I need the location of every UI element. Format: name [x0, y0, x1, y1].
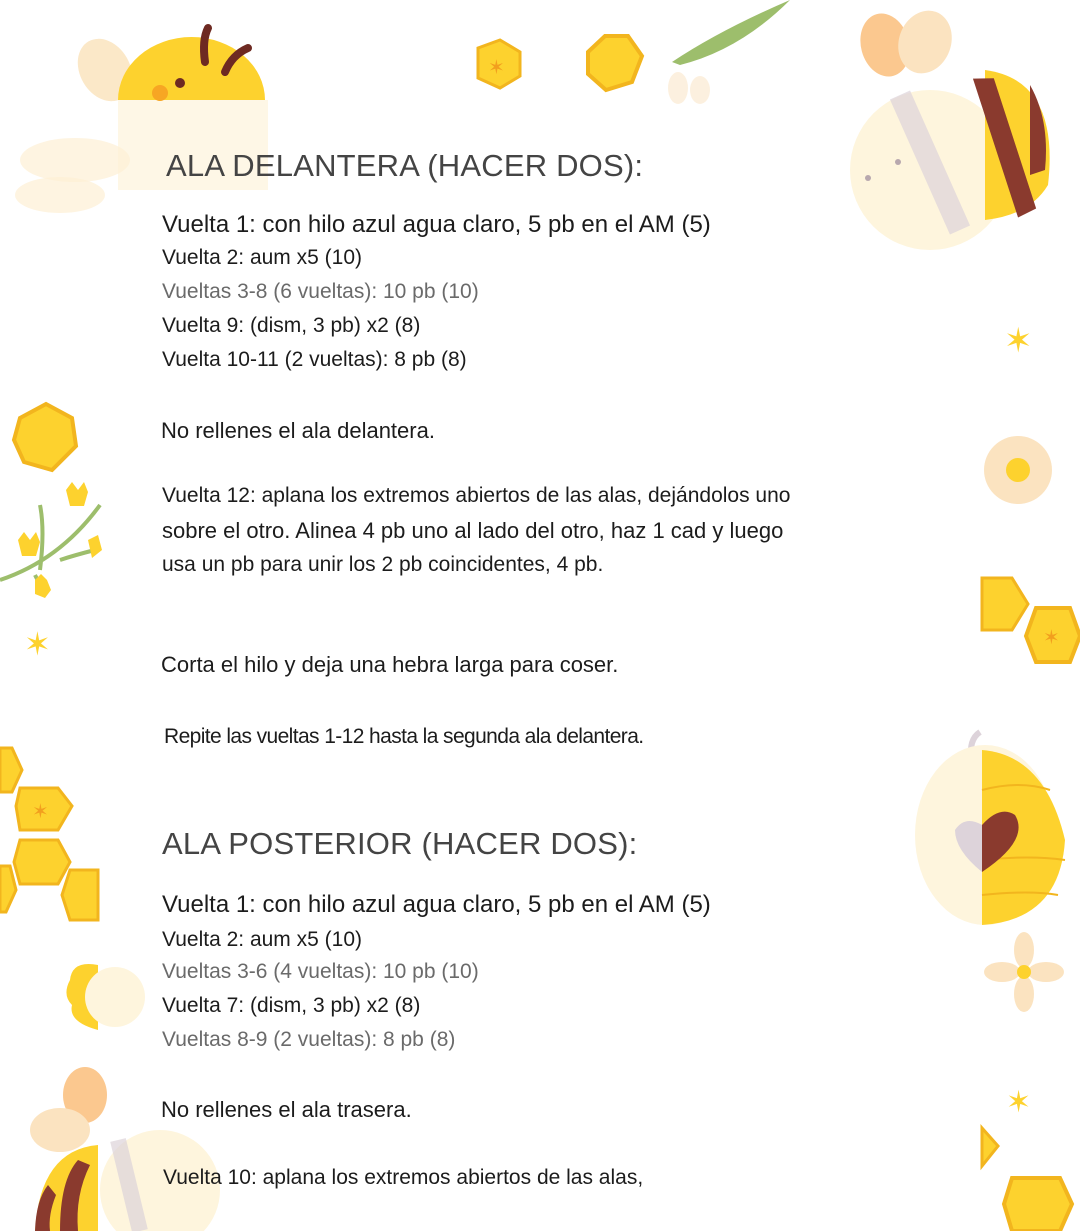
- back-wing-round-3-6: Vueltas 3-6 (4 vueltas): 10 pb (10): [162, 960, 479, 983]
- back-wing-round-8-9: Vueltas 8-9 (2 vueltas): 8 pb (8): [162, 1028, 456, 1051]
- front-wing-round-10-11: Vuelta 10-11 (2 vueltas): 8 pb (8): [162, 348, 467, 371]
- back-wing-round-2: Vuelta 2: aum x5 (10): [162, 928, 362, 951]
- back-wing-title: ALA POSTERIOR (HACER DOS):: [162, 826, 638, 861]
- star-left-icon: ✶: [24, 626, 51, 662]
- front-wing-round-12-line-2: sobre el otro. Alinea 4 pb uno al lado del otro, haz 1 cad y luego: [162, 518, 784, 543]
- back-wing-no-stuff-note: No rellenes el ala trasera.: [161, 1097, 412, 1122]
- front-wing-round-3-8: Vueltas 3-8 (6 vueltas): 10 pb (10): [162, 280, 479, 303]
- front-wing-repeat-note: Repite las vueltas 1-12 hasta la segunda ala delantera.: [164, 725, 644, 748]
- front-wing-round-12-line-1: Vuelta 12: aplana los extremos abiertos de las alas, dejándolos uno: [162, 484, 791, 507]
- front-wing-round-9: Vuelta 9: (dism, 3 pb) x2 (8): [162, 314, 421, 337]
- star-right-icon: ✶: [1004, 322, 1033, 360]
- star-right-lower-icon: ✶: [1006, 1086, 1032, 1119]
- front-wing-no-stuff-note: No rellenes el ala delantera.: [161, 418, 435, 443]
- front-wing-round-1: Vuelta 1: con hilo azul agua claro, 5 pb en el AM (5): [162, 211, 711, 238]
- back-wing-round-1: Vuelta 1: con hilo azul agua claro, 5 pb en el AM (5): [162, 891, 711, 918]
- svg-text:✶: ✶: [1043, 627, 1060, 649]
- front-wing-title: ALA DELANTERA (HACER DOS):: [166, 148, 644, 183]
- front-wing-round-2: Vuelta 2: aum x5 (10): [162, 246, 362, 269]
- svg-text:✶: ✶: [32, 801, 49, 823]
- front-wing-round-12-line-3: usa un pb para unir los 2 pb coincidentes, 4 pb.: [162, 553, 604, 576]
- front-wing-cut-yarn-note: Corta el hilo y deja una hebra larga para coser.: [161, 652, 619, 677]
- back-wing-round-7: Vuelta 7: (dism, 3 pb) x2 (8): [162, 994, 421, 1017]
- svg-text:✶: ✶: [488, 57, 505, 79]
- back-wing-round-10: Vuelta 10: aplana los extremos abiertos de las alas,: [163, 1166, 644, 1189]
